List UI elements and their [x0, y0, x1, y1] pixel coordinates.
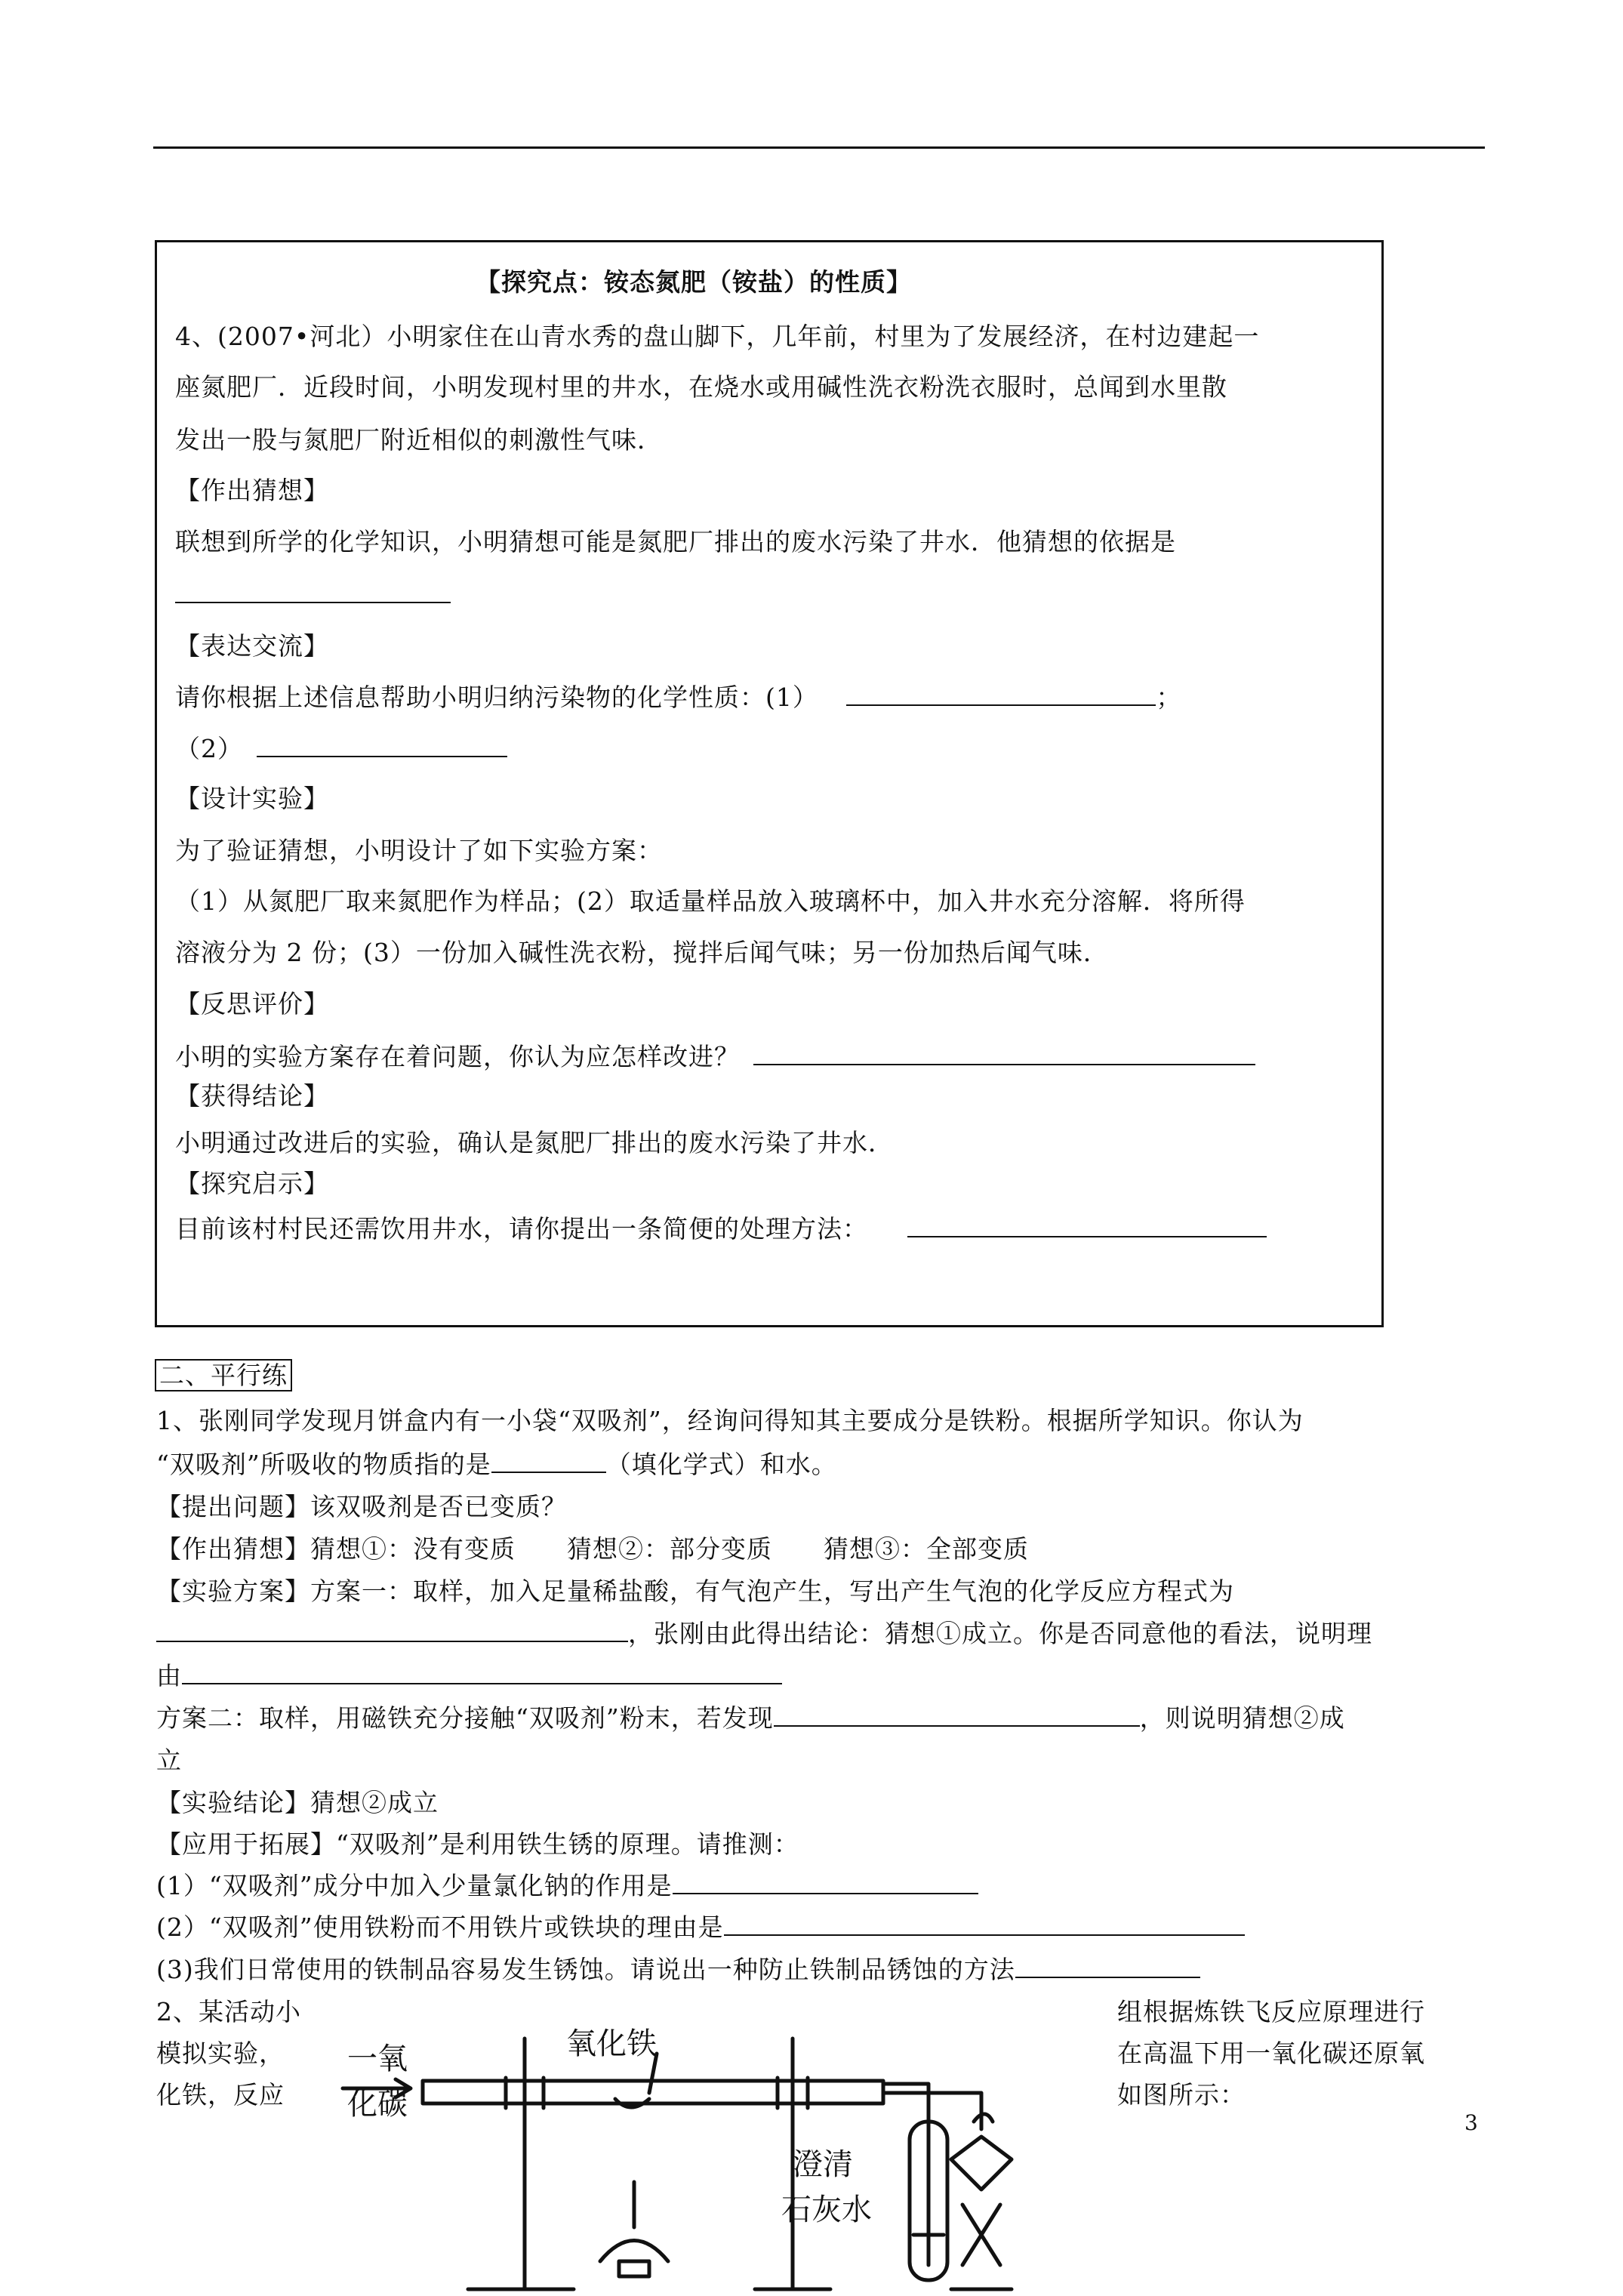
p2-line-1-a: 2、某活动小: [156, 1997, 301, 2026]
answer-blank-property-1[interactable]: [846, 682, 1156, 706]
express-end: ；: [1156, 683, 1182, 712]
p1-line-2-a: “双吸剂”所吸收的物质指的是: [156, 1450, 491, 1479]
p1-apply-3-line: [156, 1953, 1200, 1986]
express-2-label: （2）: [175, 734, 243, 763]
express-line-1: [175, 681, 1181, 714]
answer-blank-treatment[interactable]: [907, 1213, 1267, 1237]
box-title: 【探究点：铵态氮肥（铵盐）的性质】: [476, 267, 912, 297]
p1-plan-2a: 方案二：取样，用磁铁充分接触“双吸剂”粉末，若发现: [156, 1703, 774, 1733]
p2-line-3-a: 化铁，反应: [156, 2080, 285, 2110]
answer-blank-rust[interactable]: [1015, 1954, 1200, 1978]
guess-text: 联想到所学的化学知识，小明猜想可能是氮肥厂排出的废水污染了井水．他猜想的依据是: [175, 527, 1176, 556]
p1-plan-2-line: [156, 1702, 1345, 1735]
answer-blank-improve[interactable]: [753, 1041, 1255, 1065]
label-co-2: 化碳: [347, 2087, 408, 2121]
p1-apply-1-line: [156, 1869, 978, 1903]
answer-blank-equation[interactable]: [156, 1618, 628, 1642]
page-number: 3: [1464, 2110, 1479, 2135]
p1-apply-3: (3)我们日常使用的铁制品容易发生锈蚀。请说出一种防止铁制品锈蚀的方法: [156, 1955, 1015, 1984]
answer-blank-nacl[interactable]: [673, 1870, 978, 1894]
label-fe2o3: 氧化铁: [566, 2026, 657, 2060]
hint-text: 目前该村村民还需饮用井水，请你提出一条简便的处理方法：: [175, 1214, 868, 1244]
label-limewater-1: 澄清: [793, 2147, 853, 2181]
p1-apply: 【应用于拓展】“双吸剂”是利用铁生锈的原理。请推测：: [156, 1829, 799, 1859]
p1-guess: 【作出猜想】猜想①：没有变质 猜想②：部分变质 猜想③：全部变质: [156, 1534, 1029, 1564]
heading-guess: 【作出猜想】: [175, 476, 329, 505]
burner-left: [600, 2241, 668, 2262]
q4-line-1: 4、(2007•河北）小明家住在山青水秀的盘山脚下，几年前，村里为了发展经济，在村边建起一: [175, 322, 1260, 351]
answer-blank-powder[interactable]: [724, 1912, 1245, 1936]
heading-hint: 【探究启示】: [175, 1169, 329, 1198]
q4-line-2: 座氮肥厂．近段时间，小明发现村里的井水，在烧水或用碱性洗衣粉洗衣服时，总闻到水里散: [175, 372, 1227, 402]
p1-question: 【提出问题】该双吸剂是否已变质？: [156, 1492, 567, 1521]
p2-line-3-b: 如图所示：: [1117, 2080, 1246, 2110]
answer-blank-property-2[interactable]: [257, 733, 507, 757]
apparatus-diagram: [332, 2008, 1117, 2296]
p1-apply-2-line: [156, 1911, 1245, 1944]
p1-line-2: [156, 1448, 837, 1481]
label-co-1: 一氧: [347, 2042, 408, 2076]
q4-line-3: 发出一股与氮肥厂附近相似的刺激性气味．: [175, 425, 663, 455]
conclude-text: 小明通过改进后的实验，确认是氮肥厂排出的废水污染了井水．: [175, 1128, 894, 1157]
section-label: 二、平行练: [155, 1359, 292, 1392]
heading-reflect: 【反思评价】: [175, 989, 329, 1019]
reflect-line: [175, 1040, 1255, 1074]
p1-plan-2b: ，则说明猜想②成: [1139, 1703, 1345, 1733]
express-text: 请你根据上述信息帮助小明归纳污染物的化学性质：(1）: [175, 683, 818, 712]
p1-apply-2: (2）“双吸剂”使用铁粉而不用铁片或铁块的理由是: [156, 1912, 724, 1942]
p1-plan-2c: 立: [156, 1746, 182, 1775]
answer-blank-magnet[interactable]: [774, 1703, 1140, 1727]
p1-apply-1: (1）“双吸剂”成分中加入少量氯化钠的作用是: [156, 1871, 673, 1900]
p2-line-2-a: 模拟实验，: [156, 2039, 285, 2068]
express-line-2: [175, 732, 507, 766]
answer-blank-reason[interactable]: [182, 1660, 782, 1684]
p1-line-1: 1、张刚同学发现月饼盒内有一小袋“双吸剂”，经询问得知其主要成分是铁粉。根据所学知识。你认为: [156, 1406, 1304, 1435]
heading-conclude: 【获得结论】: [175, 1081, 329, 1111]
reflect-text: 小明的实验方案存在着问题，你认为应怎样改进？: [175, 1042, 740, 1071]
p2-line-1-b: 组根据炼铁飞反应原理进行: [1117, 1997, 1425, 2026]
delivery-tube: [883, 2084, 929, 2265]
design-line-1: 为了验证猜想，小明设计了如下实验方案：: [175, 836, 663, 865]
p1-result: 【实验结论】猜想②成立: [156, 1788, 439, 1817]
design-line-3: 溶液分为 2 份；(3）一份加入碱性洗衣粉，搅拌后闻气味；另一份加热后闻气味．: [175, 938, 1109, 967]
design-line-2: （1）从氮肥厂取来氮肥作为样品；(2）取适量样品放入玻璃杯中，加入井水充分溶解．将所得: [175, 886, 1246, 916]
p1-plan-1b: ，张刚由此得出结论：猜想①成立。你是否同意他的看法，说明理: [628, 1619, 1372, 1648]
glass-tube: [423, 2081, 883, 2103]
label-limewater-2: 石灰水: [781, 2193, 872, 2227]
answer-blank-formula[interactable]: [491, 1449, 606, 1473]
header-rule: [153, 146, 1485, 149]
p2-line-2-b: 在高温下用一氧化碳还原氧: [1117, 2039, 1425, 2068]
hint-line: [175, 1213, 1267, 1246]
heading-express: 【表达交流】: [175, 631, 329, 661]
heading-design: 【设计实验】: [175, 784, 329, 813]
p1-plan-1c: 由: [156, 1661, 182, 1690]
p1-line-2-b: （填化学式）和水。: [605, 1450, 837, 1479]
p1-plan-1: 【实验方案】方案一：取样，加入足量稀盐酸，有气泡产生，写出产生气泡的化学反应方程式为: [156, 1576, 1234, 1606]
p1-plan-1b-line: [156, 1617, 1372, 1650]
p1-plan-1c-line: [156, 1660, 782, 1693]
burner-right-top: [951, 2137, 1012, 2190]
answer-blank-basis[interactable]: [175, 602, 451, 603]
